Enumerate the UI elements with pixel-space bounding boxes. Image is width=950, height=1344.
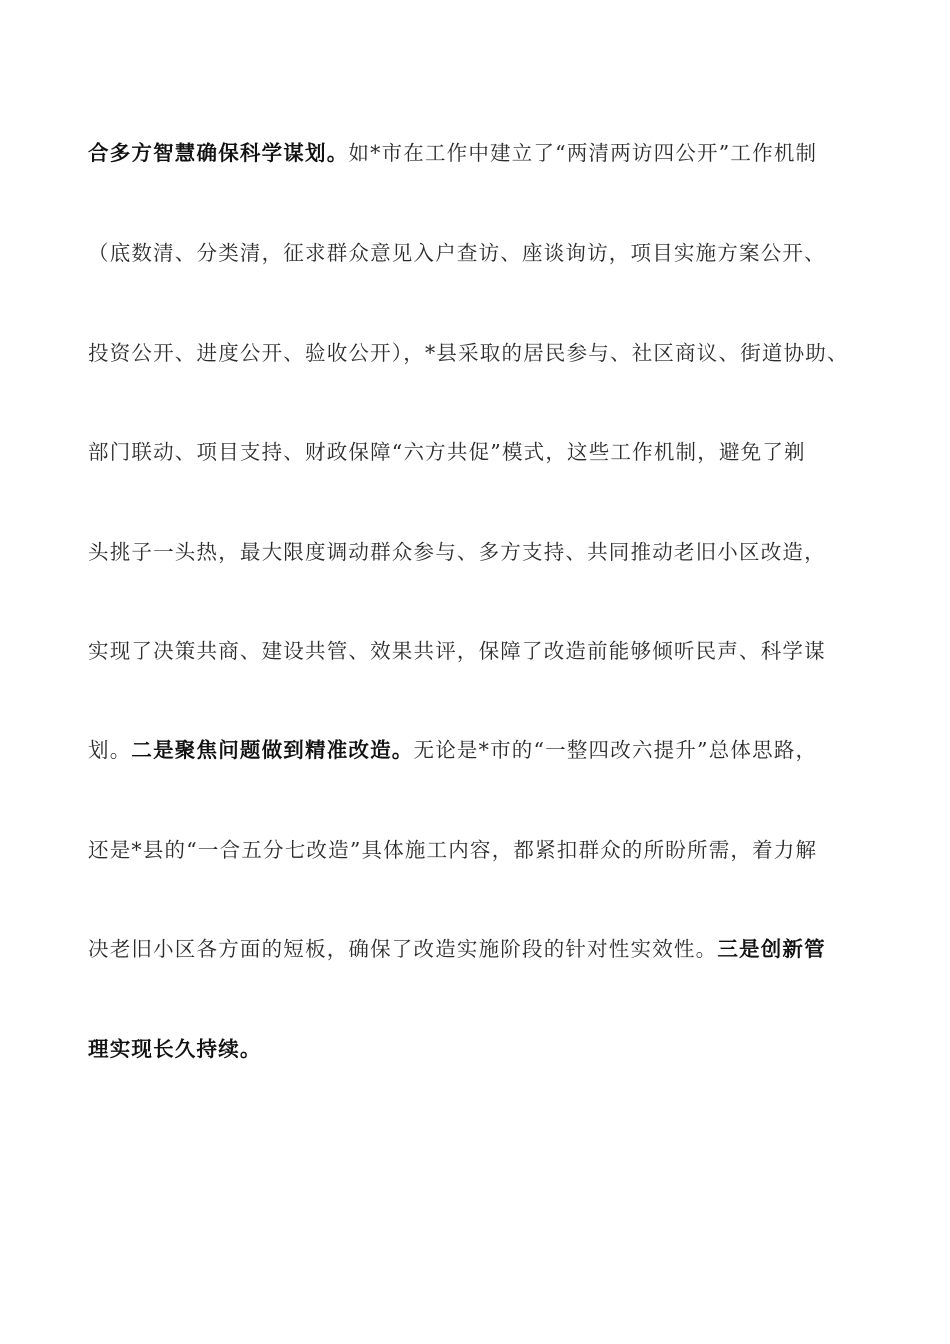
paragraph-line-3 — [88, 338, 888, 368]
paragraph-line-10 — [88, 1034, 888, 1064]
paragraph-line-4 — [88, 437, 888, 467]
body-text: 实现了决策共商、建设共管、效果共评，保障了改造前能够倾听民声、科学谋 — [88, 639, 826, 663]
bold-heading-text: 理实现长久持续。 — [88, 1037, 262, 1061]
bold-heading-text: 二是聚焦问题做到精准改造。 — [131, 738, 414, 762]
paragraph-line-8 — [88, 835, 888, 865]
body-text: 划。 — [88, 738, 132, 762]
paragraph-line-6 — [88, 636, 888, 666]
bold-heading-text: 三是创新管 — [717, 937, 826, 961]
body-text: 如*市在工作中建立了“两清两访四公开”工作机制 — [348, 141, 818, 165]
body-text: 还是*县的“一合五分七改造”具体施工内容，都紧扣群众的所盼所需，着力解 — [88, 838, 818, 862]
body-text: 无论是*市的“一整四改六提升”总体思路， — [413, 738, 818, 762]
paragraph-line-5 — [88, 537, 888, 567]
body-text: （底数清、分类清，征求群众意见入户查访、座谈询访，项目实施方案公开、 — [88, 241, 826, 265]
paragraph-line-2 — [88, 238, 888, 268]
paragraph-line-9 — [88, 934, 888, 964]
body-text: 头挑子一头热，最大限度调动群众参与、多方支持、共同推动老旧小区改造， — [88, 540, 826, 564]
bold-heading-text: 合多方智慧确保科学谋划。 — [88, 141, 349, 165]
paragraph-line-1 — [88, 138, 888, 168]
body-text: 投资公开、进度公开、验收公开），*县采取的居民参与、社区商议、街道协助、 — [88, 341, 849, 365]
body-text: 决老旧小区各方面的短板，确保了改造实施阶段的针对性实效性。 — [88, 937, 718, 961]
body-text: 部门联动、项目支持、财政保障“六方共促”模式，这些工作机制，避免了剃 — [88, 440, 806, 464]
paragraph-line-7 — [88, 735, 888, 765]
